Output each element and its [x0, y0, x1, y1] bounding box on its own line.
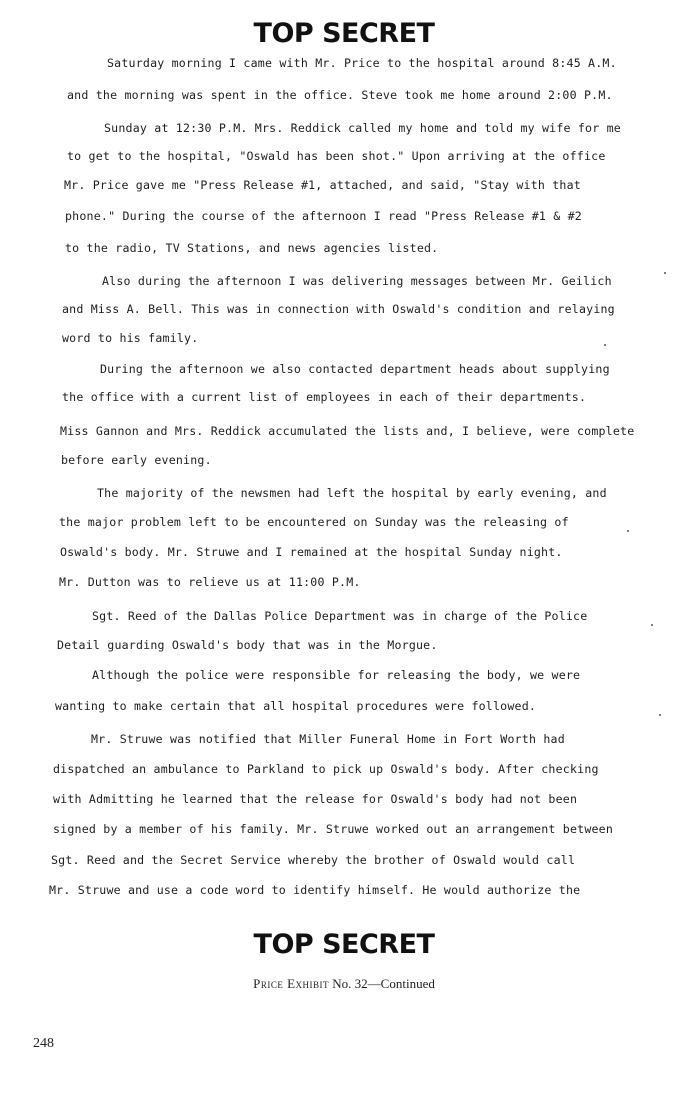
- body-line: During the afternoon we also contacted department heads about supplying: [100, 362, 610, 376]
- body-line: Also during the afternoon I was delivering messages between Mr. Geilich: [102, 274, 612, 288]
- body-line: Although the police were responsible for releasing the body, we were: [92, 668, 581, 682]
- body-line: signed by a member of his family. Mr. Struwe worked out an arrangement between: [53, 822, 614, 836]
- scan-speck: [664, 272, 666, 274]
- body-line: Sgt. Reed of the Dallas Police Department was in charge of the Police: [92, 609, 588, 623]
- body-line: dispatched an ambulance to Parkland to pick up Oswald's body. After checking: [53, 762, 599, 776]
- body-line: Mr. Dutton was to relieve us at 11:00 P.M.: [59, 575, 361, 589]
- body-line: the office with a current list of employees in each of their departments.: [62, 390, 587, 404]
- body-line: Mr. Price gave me "Press Release #1, attached, and said, "Stay with that: [64, 178, 581, 192]
- body-line: word to his family.: [62, 331, 199, 345]
- body-line: and the morning was spent in the office. Steve took me home around 2:00 P.M.: [67, 88, 613, 102]
- top-secret-footer-stamp: TOP SECRET: [253, 929, 435, 960]
- scan-speck: [627, 530, 629, 532]
- exhibit-number: No. 32—Continued: [332, 976, 435, 991]
- body-line: Mr. Struwe was notified that Miller Funeral Home in Fort Worth had: [91, 732, 565, 746]
- body-line: Detail guarding Oswald's body that was in the Morgue.: [57, 638, 438, 652]
- body-line: Mr. Struwe and use a code word to identify himself. He would authorize the: [49, 883, 581, 897]
- page-number: 248: [33, 1036, 54, 1051]
- top-secret-header-stamp: TOP SECRET: [253, 18, 435, 49]
- body-line: to get to the hospital, "Oswald has been shot." Upon arriving at the office: [67, 149, 606, 163]
- body-line: phone." During the course of the afternoon I read "Press Release #1 & #2: [65, 209, 582, 223]
- body-line: and Miss A. Bell. This was in connection with Oswald's condition and relaying: [62, 302, 615, 316]
- exhibit-caption: [0, 976, 688, 992]
- body-line: wanting to make certain that all hospital procedures were followed.: [55, 699, 537, 713]
- body-line: to the radio, TV Stations, and news agencies listed.: [65, 241, 439, 255]
- scan-speck: [659, 714, 661, 716]
- body-line: the major problem left to be encountered on Sunday was the releasing of: [59, 515, 569, 529]
- exhibit-label: Price Exhibit: [253, 976, 330, 991]
- scan-speck: [604, 344, 606, 346]
- body-line: Sunday at 12:30 P.M. Mrs. Reddick called my home and told my wife for me: [104, 121, 621, 135]
- body-line: with Admitting he learned that the release for Oswald's body had not been: [53, 792, 578, 806]
- scan-speck: [651, 624, 653, 626]
- body-line: Saturday morning I came with Mr. Price to the hospital around 8:45 A.M.: [107, 56, 617, 70]
- body-line: Miss Gannon and Mrs. Reddick accumulated the lists and, I believe, were complete: [60, 424, 635, 438]
- body-line: before early evening.: [61, 453, 212, 467]
- body-line: The majority of the newsmen had left the hospital by early evening, and: [97, 486, 607, 500]
- body-line: Sgt. Reed and the Secret Service whereby the brother of Oswald would call: [51, 853, 576, 867]
- body-line: Oswald's body. Mr. Struwe and I remained at the hospital Sunday night.: [60, 545, 563, 559]
